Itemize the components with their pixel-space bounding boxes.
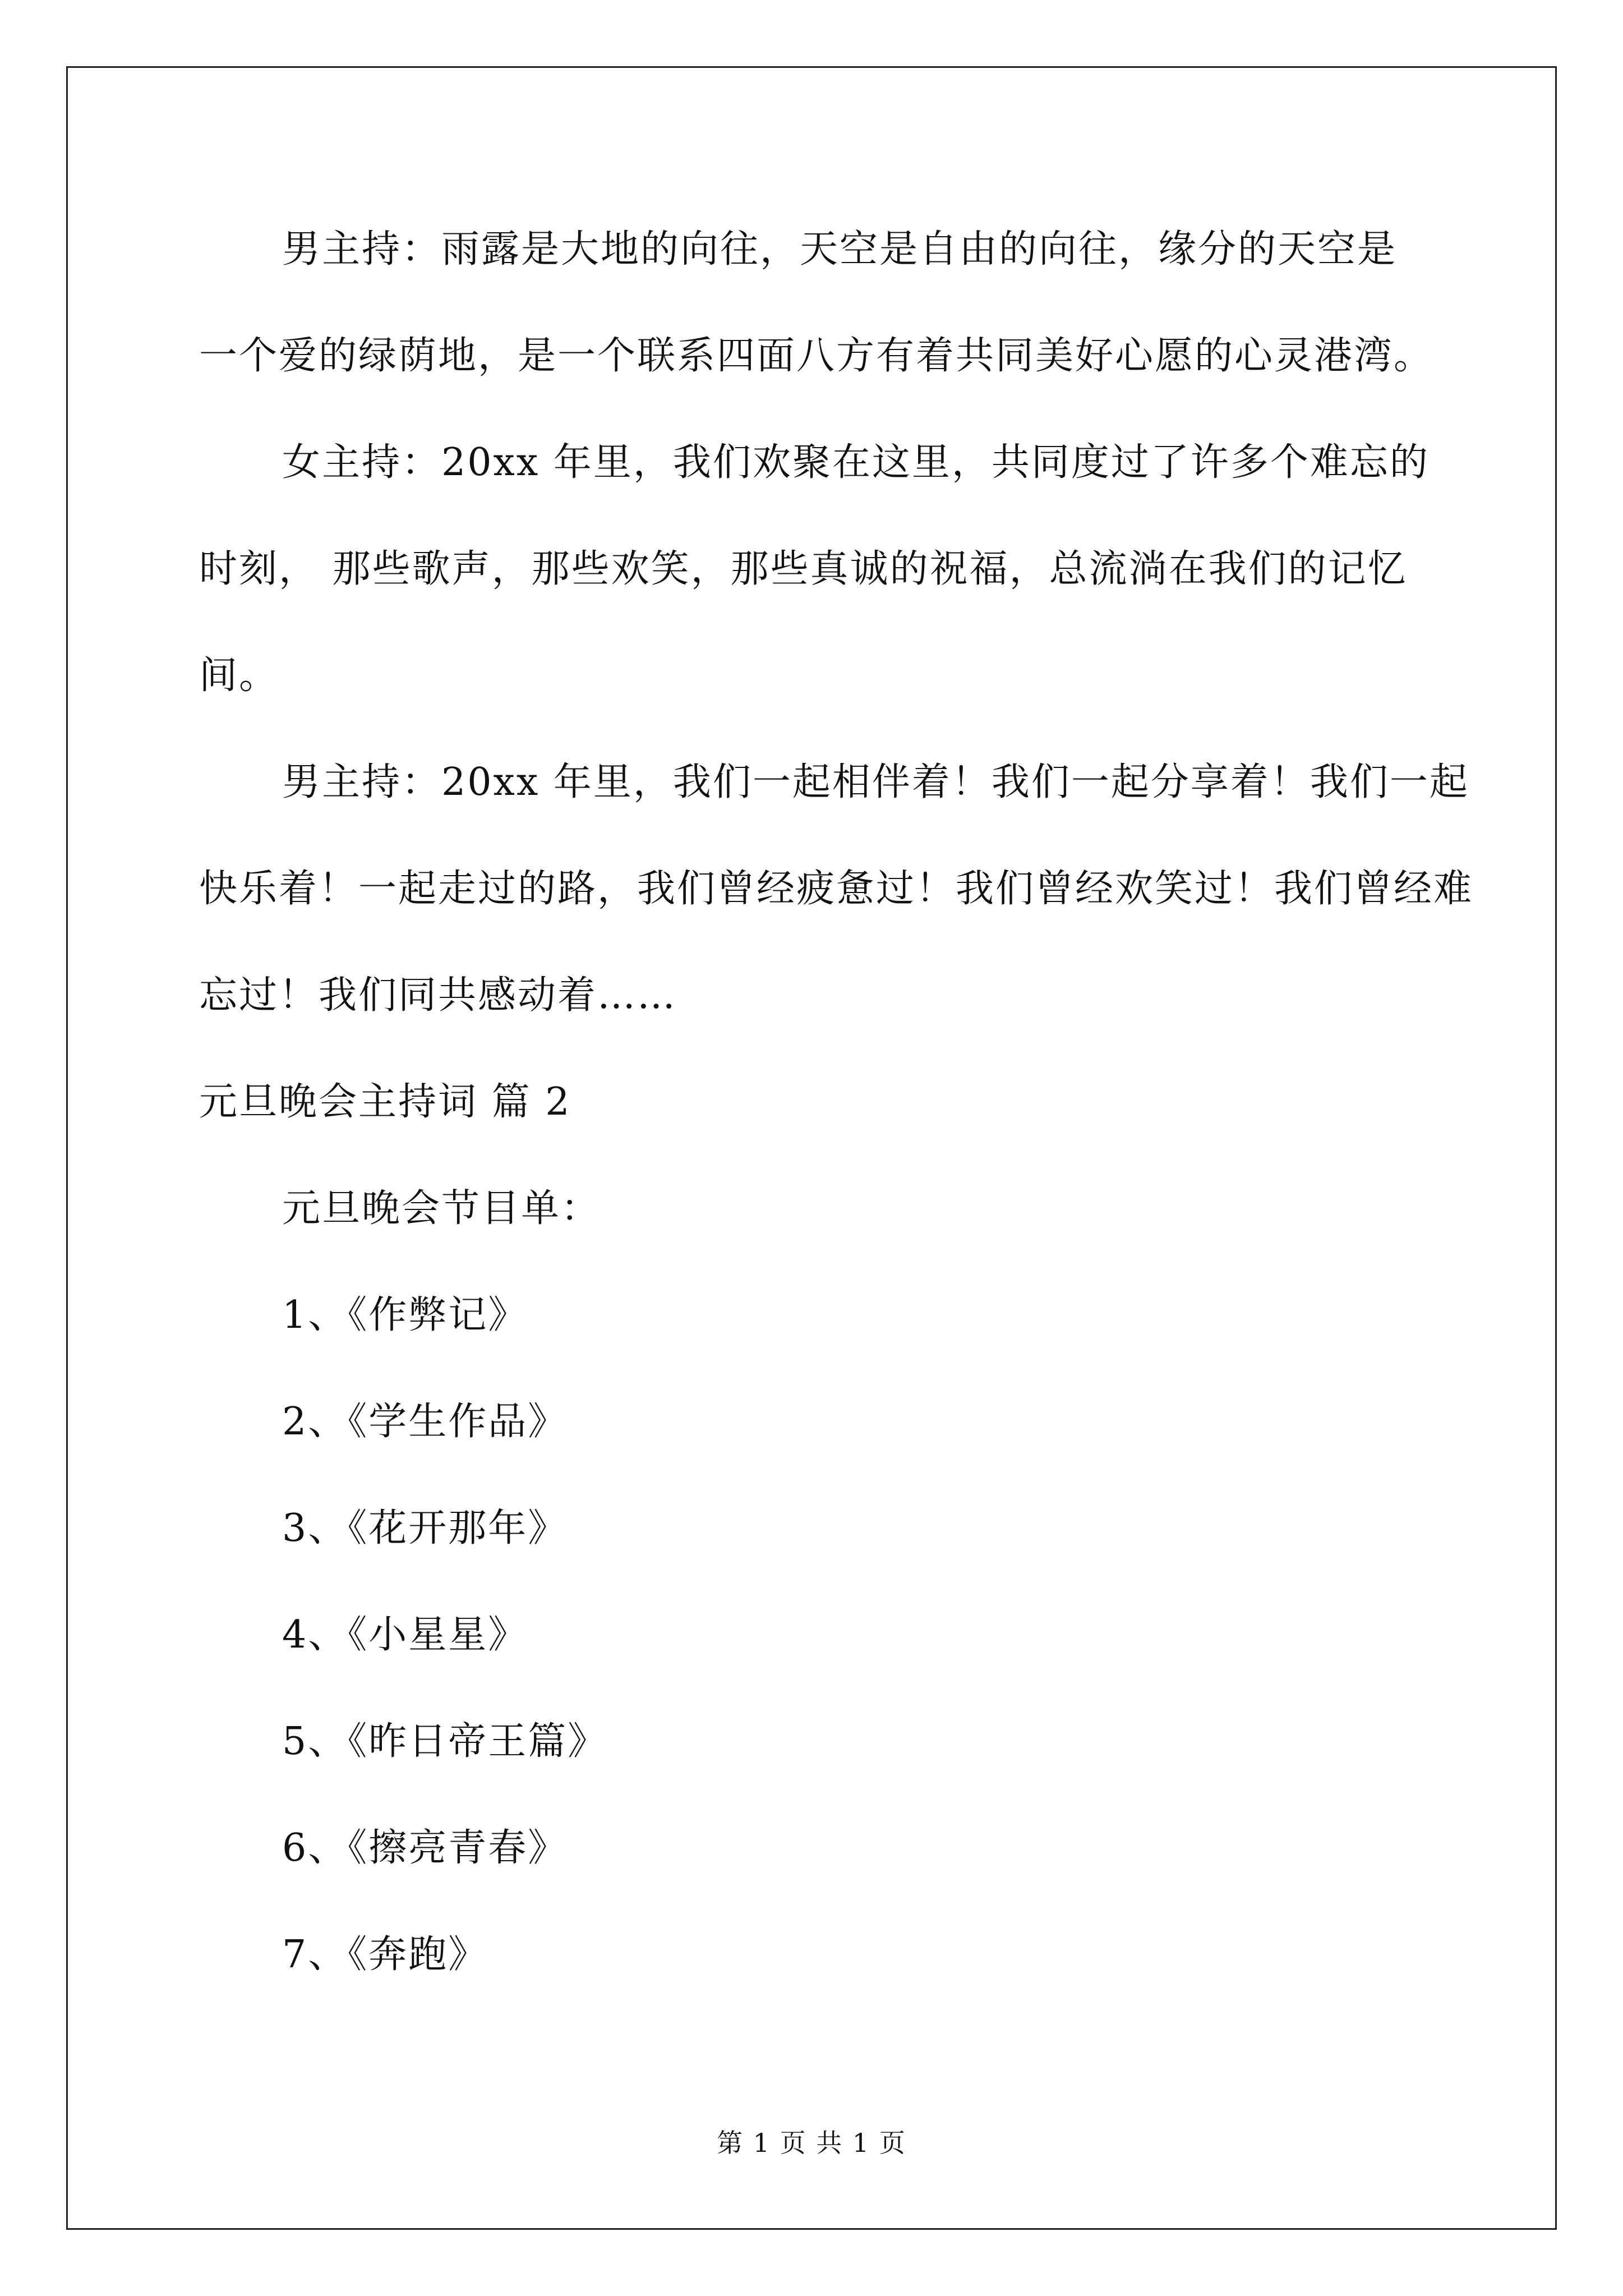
program-item: 7、《奔跑》 — [282, 1932, 488, 1977]
paragraph-3-line-2: 快乐着！一起走过的路，我们曾经疲惫过！我们曾经欢笑过！我们曾经难 — [199, 867, 1474, 911]
program-item: 3、《花开那年》 — [282, 1506, 568, 1550]
program-item: 4、《小星星》 — [282, 1613, 528, 1657]
program-item: 2、《学生作品》 — [282, 1400, 568, 1444]
paragraph-3-line-1: 男主持：20xx 年里，我们一起相伴着！我们一起分享着！我们一起 — [282, 760, 1469, 804]
paragraph-2-line-3: 间。 — [199, 654, 279, 698]
paragraph-1-line-1: 男主持：雨露是大地的向往，天空是自由的向往，缘分的天空是 — [282, 227, 1398, 272]
paragraph-2-line-1: 女主持：20xx 年里，我们欢聚在这里，共同度过了许多个难忘的 — [282, 440, 1430, 485]
paragraph-3-line-3: 忘过！我们同共感动着…… — [199, 973, 677, 1018]
page-border — [66, 66, 1557, 2230]
program-item: 5、《昨日帝王篇》 — [282, 1719, 608, 1764]
program-item: 6、《擦亮青春》 — [282, 1826, 568, 1870]
program-item: 1、《作弊记》 — [282, 1293, 528, 1337]
paragraph-1-line-2: 一个爱的绿荫地，是一个联系四面八方有着共同美好心愿的心灵港湾。 — [199, 334, 1434, 378]
program-heading: 元旦晚会节目单： — [282, 1186, 601, 1231]
page-number-footer: 第 1 页 共 1 页 — [717, 2128, 906, 2158]
section-title: 元旦晚会主持词 篇 2 — [199, 1080, 571, 1124]
paragraph-2-line-2: 时刻， 那些歌声，那些欢笑，那些真诚的祝福，总流淌在我们的记忆 — [199, 547, 1408, 591]
